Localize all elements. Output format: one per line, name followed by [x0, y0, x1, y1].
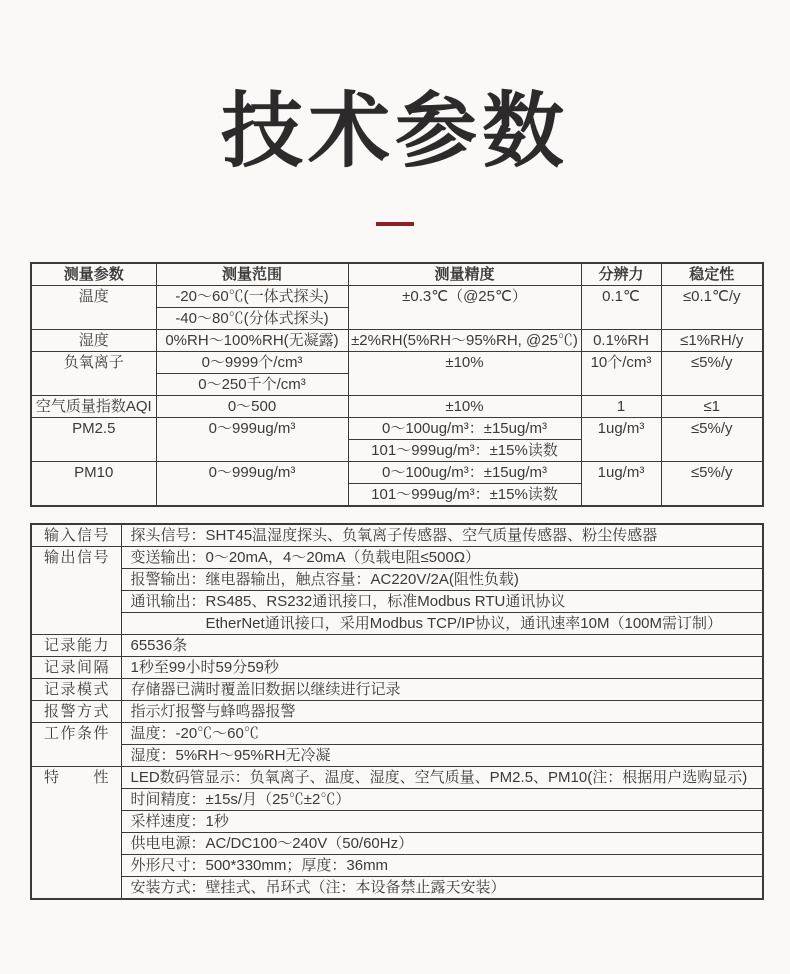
t1-pm25-stability: ≤5%/y: [661, 418, 763, 462]
t1-header-range: 测量范围: [156, 263, 348, 286]
t2-row-workcond-2: [31, 745, 763, 767]
t1-aqi-resolution: 1: [581, 396, 661, 418]
t2-workcond-temp: 温度：-20℃～60℃: [121, 723, 763, 745]
t1-pm25-range: 0～999ug/m³: [156, 418, 348, 462]
t2-output-comm: 通讯输出：RS485、RS232通讯接口，标准Modbus RTU通讯协议: [121, 591, 763, 613]
t2-features-sampling: 采样速度：1秒: [121, 811, 763, 833]
t1-row-humidity: [31, 330, 763, 352]
t2-row-input: [31, 524, 763, 547]
t1-aqi-range: 0～500: [156, 396, 348, 418]
t2-row-record-interval: [31, 657, 763, 679]
t2-record-mode-label: 记录模式: [31, 679, 121, 701]
t2-record-interval-label: 记录间隔: [31, 657, 121, 679]
t1-row-temp-1: [31, 286, 763, 308]
t2-record-interval-value: 1秒至99小时59分59秒: [121, 657, 763, 679]
measurement-spec-table: [30, 262, 764, 507]
t2-record-capacity-value: 65536条: [121, 635, 763, 657]
t1-header-stability: 稳定性: [661, 263, 763, 286]
t2-row-features-3: [31, 811, 763, 833]
t2-output-label: 输出信号: [31, 547, 121, 635]
t1-pm25-accuracy2: 101～999ug/m³：±15%读数: [348, 440, 581, 462]
t1-temp-resolution: 0.1℃: [581, 286, 661, 330]
t2-output-transmit: 变送输出：0～20mA，4～20mA（负载电阻≤500Ω）: [121, 547, 763, 569]
t1-row-pm10-1: [31, 462, 763, 484]
t2-features-power: 供电电源：AC/DC100～240V（50/60Hz）: [121, 833, 763, 855]
t2-features-display: LED数码管显示：负氧离子、温度、湿度、空气质量、PM2.5、PM10(注：根据用户选购显示): [121, 767, 763, 789]
t2-alarm-mode-label: 报警方式: [31, 701, 121, 723]
t2-row-workcond-1: [31, 723, 763, 745]
t1-ion-param: 负氧离子: [31, 352, 156, 396]
t2-row-output-3: [31, 591, 763, 613]
t1-row-aqi: [31, 396, 763, 418]
t1-humidity-resolution: 0.1%RH: [581, 330, 661, 352]
t1-temp-stability: ≤0.1℃/y: [661, 286, 763, 330]
t1-temp-range1: -20～60℃(一体式探头): [156, 286, 348, 308]
t2-row-output-2: [31, 569, 763, 591]
t2-row-features-2: [31, 789, 763, 811]
t2-output-ethernet: EtherNet通讯接口，采用Modbus TCP/IP协议，通讯速率10M（100M需订制）: [121, 613, 763, 635]
t1-row-ion-1: [31, 352, 763, 374]
t2-row-record-capacity: [31, 635, 763, 657]
t1-pm25-accuracy1: 0～100ug/m³：±15ug/m³: [348, 418, 581, 440]
t2-features-mounting: 安装方式：壁挂式、吊环式（注：本设备禁止露天安装）: [121, 877, 763, 900]
t1-ion-accuracy: ±10%: [348, 352, 581, 396]
t1-header-row: [31, 263, 763, 286]
t1-humidity-param: 湿度: [31, 330, 156, 352]
t1-header-param: 测量参数: [31, 263, 156, 286]
t2-alarm-mode-value: 指示灯报警与蜂鸣器报警: [121, 701, 763, 723]
t2-input-label: 输入信号: [31, 524, 121, 547]
t2-record-capacity-label: 记录能力: [31, 635, 121, 657]
title-accent-dash: [376, 222, 414, 226]
t1-ion-stability: ≤5%/y: [661, 352, 763, 396]
t2-row-record-mode: [31, 679, 763, 701]
t1-pm10-accuracy2: 101～999ug/m³：±15%读数: [348, 484, 581, 507]
t2-features-dimensions: 外形尺寸：500*330mm；厚度：36mm: [121, 855, 763, 877]
t1-pm25-resolution: 1ug/m³: [581, 418, 661, 462]
t1-humidity-range: 0%RH～100%RH(无凝露): [156, 330, 348, 352]
t1-pm10-param: PM10: [31, 462, 156, 507]
t2-row-output-4: [31, 613, 763, 635]
t1-pm10-accuracy1: 0～100ug/m³：±15ug/m³: [348, 462, 581, 484]
page-title: 技术参数: [220, 86, 569, 177]
t1-aqi-accuracy: ±10%: [348, 396, 581, 418]
t1-temp-accuracy: ±0.3℃（@25℃）: [348, 286, 581, 330]
t1-pm10-resolution: 1ug/m³: [581, 462, 661, 507]
t1-aqi-stability: ≤1: [661, 396, 763, 418]
t1-humidity-accuracy: ±2%RH(5%RH～95%RH, @25℃): [348, 330, 581, 352]
t2-features-label: 特性: [31, 767, 121, 900]
t2-record-mode-value: 存储器已满时覆盖旧数据以继续进行记录: [121, 679, 763, 701]
t2-row-output-1: [31, 547, 763, 569]
t2-row-alarm-mode: [31, 701, 763, 723]
t1-ion-range2: 0～250千个/cm³: [156, 374, 348, 396]
t2-row-features-1: [31, 767, 763, 789]
device-spec-table: [30, 523, 764, 900]
t2-features-time-accuracy: 时间精度：±15s/月（25℃±2℃）: [121, 789, 763, 811]
t2-input-probe: 探头信号：SHT45温湿度探头、负氧离子传感器、空气质量传感器、粉尘传感器: [121, 524, 763, 547]
t2-row-features-6: [31, 877, 763, 900]
t2-workcond-humidity: 湿度：5%RH～95%RH无冷凝: [121, 745, 763, 767]
t1-humidity-stability: ≤1%RH/y: [661, 330, 763, 352]
t1-header-accuracy: 测量精度: [348, 263, 581, 286]
t1-row-pm25-1: [31, 418, 763, 440]
t2-workcond-label: 工作条件: [31, 723, 121, 767]
t1-pm10-stability: ≤5%/y: [661, 462, 763, 507]
t2-row-features-4: [31, 833, 763, 855]
t1-aqi-param: 空气质量指数AQI: [31, 396, 156, 418]
t1-temp-param: 温度: [31, 286, 156, 330]
t1-pm25-param: PM2.5: [31, 418, 156, 462]
t2-output-alarm: 报警输出：继电器输出，触点容量：AC220V/2A(阻性负载): [121, 569, 763, 591]
t1-ion-range1: 0～9999个/cm³: [156, 352, 348, 374]
t2-row-features-5: [31, 855, 763, 877]
t1-ion-resolution: 10个/cm³: [581, 352, 661, 396]
t1-pm10-range: 0～999ug/m³: [156, 462, 348, 507]
t1-temp-range2: -40～80℃(分体式探头): [156, 308, 348, 330]
t1-header-resolution: 分辨力: [581, 263, 661, 286]
